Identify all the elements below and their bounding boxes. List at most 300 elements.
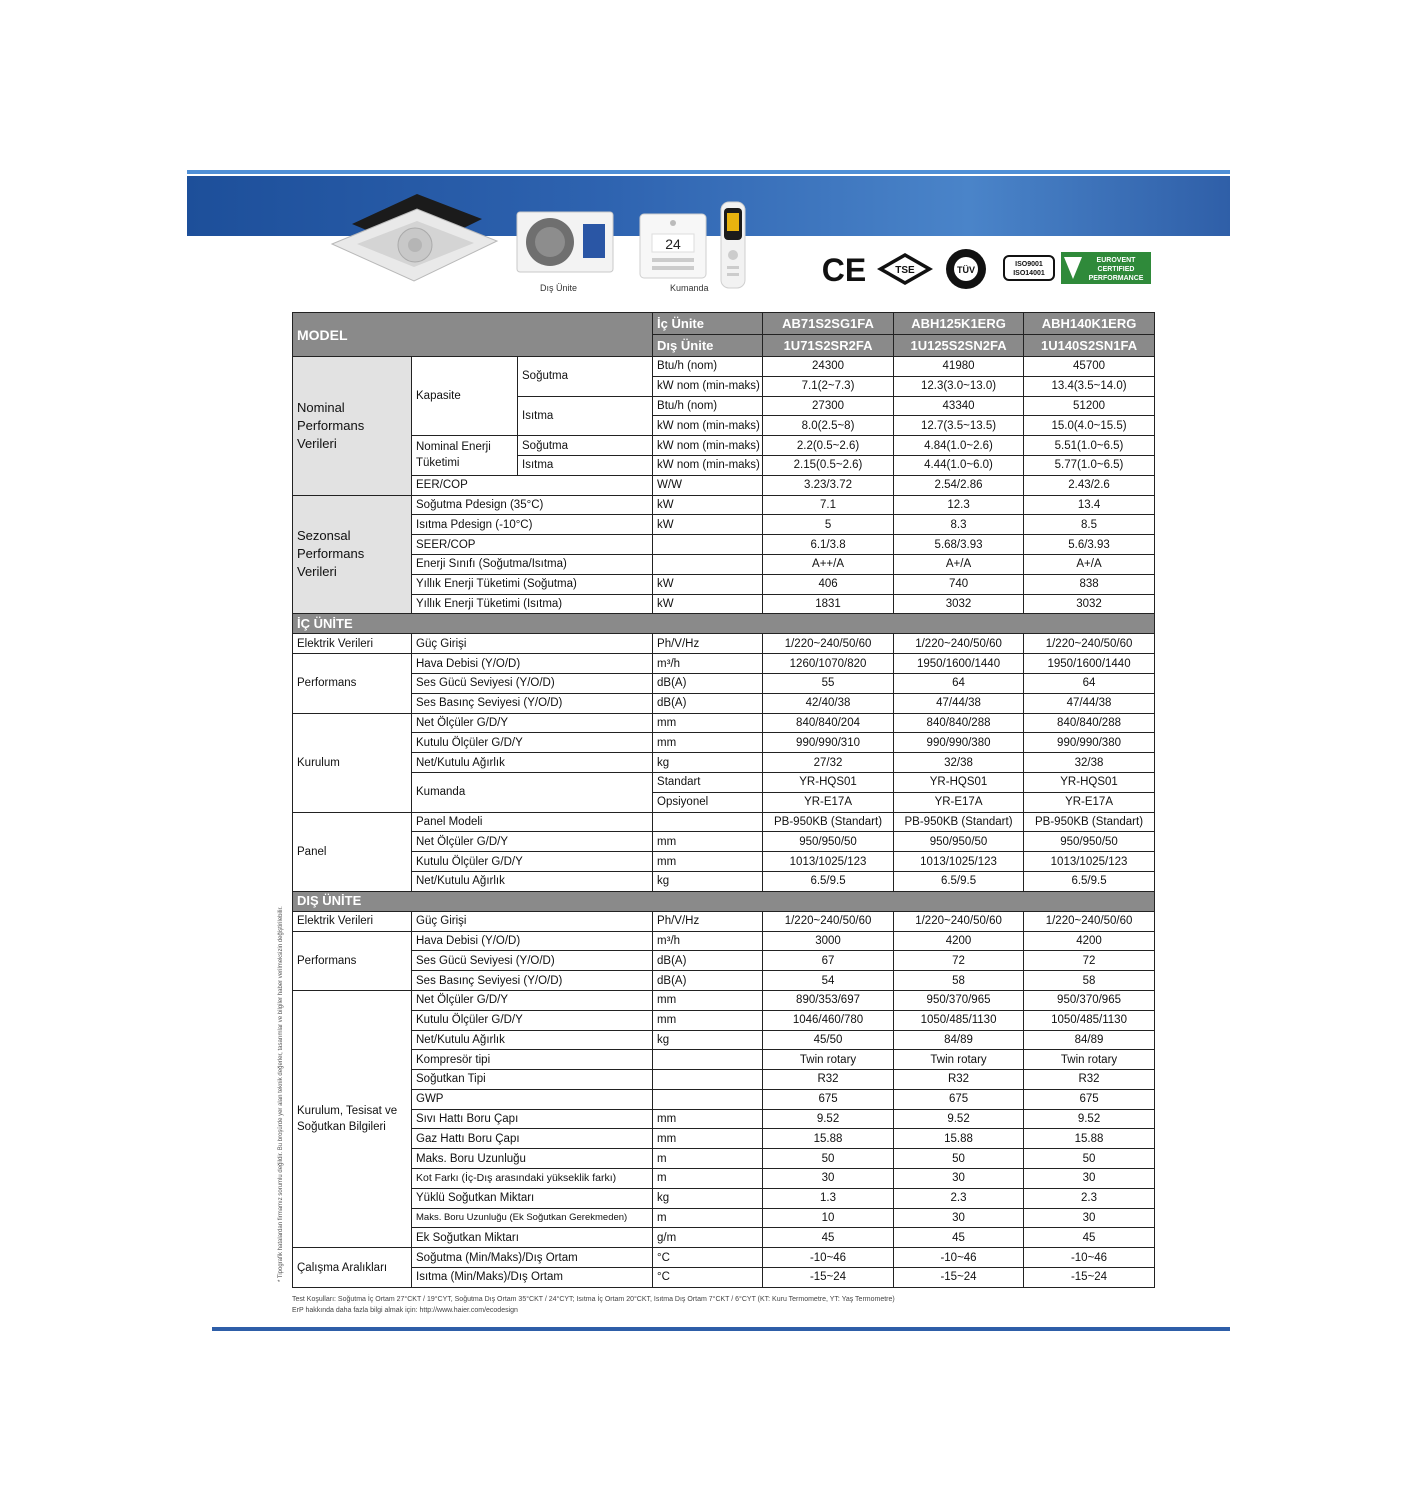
row-label: Güç Girişi [412,911,653,931]
value-cell: Twin rotary [894,1050,1024,1070]
row-label: Yıllık Enerji Tüketimi (Isıtma) [412,594,653,614]
unit-cell: Ph/V/Hz [653,634,763,654]
table-row [293,931,1155,951]
table-row [293,1248,1155,1268]
value-cell: 4.44(1.0~6.0) [894,455,1024,475]
isitma-label: Isıtma [518,396,653,436]
bottom-accent-line [212,1327,1230,1331]
row-label: Kutulu Ölçüler G/D/Y [412,1010,653,1030]
unit-cell: kW nom (min-maks) [653,436,763,456]
value-cell: 45 [894,1228,1024,1248]
row-label: Hava Debisi (Y/O/D) [412,931,653,951]
value-cell: 2.54/2.86 [894,475,1024,495]
value-cell: 51200 [1024,396,1155,416]
outdoor-unit-image [515,210,615,275]
value-cell: 15.88 [763,1129,894,1149]
row-label: Ses Basınç Seviyesi (Y/O/D) [412,693,653,713]
table-row [293,594,1155,614]
unit-cell: mm [653,832,763,852]
row-label: Soğutkan Tipi [412,1070,653,1090]
enerji-label: Nominal Enerji Tüketimi [412,436,518,476]
group-label: Performans [293,654,412,713]
value-cell: 5.68/3.93 [894,535,1024,555]
row-label: Ses Basınç Seviyesi (Y/O/D) [412,971,653,991]
unit-cell: Opsiyonel [653,792,763,812]
unit-cell: m³/h [653,654,763,674]
value-cell: 84/89 [1024,1030,1155,1050]
value-cell: 990/990/310 [763,733,894,753]
row-label: Ses Gücü Seviyesi (Y/O/D) [412,673,653,693]
group-label: Çalışma Aralıkları [293,1248,412,1288]
value-cell: 15.88 [894,1129,1024,1149]
group-label: Performans [293,931,412,990]
value-cell: 2.3 [894,1188,1024,1208]
value-cell: PB-950KB (Standart) [894,812,1024,832]
table-row [293,1109,1155,1129]
value-cell: 84/89 [894,1030,1024,1050]
table-row [293,733,1155,753]
unit-cell: Ph/V/Hz [653,911,763,931]
value-cell: 950/370/965 [1024,990,1155,1010]
unit-cell: kg [653,1188,763,1208]
value-cell: YR-HQS01 [763,772,894,792]
table-row [293,1070,1155,1090]
tuv-mark-text: TÜV [957,265,975,275]
outdoor-model-3: 1U140S2SN1FA [1024,335,1155,357]
value-cell: 5.6/3.93 [1024,535,1155,555]
value-cell: R32 [763,1070,894,1090]
indoor-model-1: AB71S2SG1FA [763,313,894,335]
footnote-erp-link: ErP hakkında daha fazla bilgi almak için: http://www.haier.com/ecodesign [292,1307,518,1314]
table-row [293,1010,1155,1030]
table-row [293,812,1155,832]
sogutma-label: Soğutma [518,436,653,456]
section-header-indoor [293,614,1155,634]
iso-mark-icon [1003,255,1055,281]
outdoor-unit-label: Dış Ünite [653,335,763,357]
value-cell: 950/950/50 [894,832,1024,852]
value-cell: 1013/1025/123 [1024,852,1155,872]
table-row [293,990,1155,1010]
value-cell: 6.1/3.8 [763,535,894,555]
value-cell: 55 [763,673,894,693]
value-cell: 1831 [763,594,894,614]
table-row [293,673,1155,693]
value-cell: 675 [763,1089,894,1109]
unit-cell: Standart [653,772,763,792]
row-label: Gaz Hattı Boru Çapı [412,1129,653,1149]
value-cell: 1013/1025/123 [763,852,894,872]
unit-cell: kW nom (min-maks) [653,455,763,475]
wired-controller-image [638,212,708,280]
value-cell: 27300 [763,396,894,416]
ce-mark-icon [822,251,866,287]
value-cell: 2.3 [1024,1188,1155,1208]
value-cell: 72 [894,951,1024,971]
value-cell: 8.3 [894,515,1024,535]
table-row [293,436,1155,456]
value-cell: 1/220~240/50/60 [763,634,894,654]
row-label: Kutulu Ölçüler G/D/Y [412,733,653,753]
value-cell: 5.51(1.0~6.5) [1024,436,1155,456]
row-label: Güç Girişi [412,634,653,654]
row-label: Net/Kutulu Ağırlık [412,753,653,773]
value-cell: -10~46 [894,1248,1024,1268]
row-label: EER/COP [412,475,653,495]
value-cell: 30 [1024,1169,1155,1189]
unit-cell: m [653,1169,763,1189]
value-cell: 7.1 [763,495,894,515]
model-label: MODEL [293,313,653,357]
row-label: Kot Farkı (İç-Dış arasındaki yükseklik farkı) [412,1169,653,1189]
seasonal-group-label: Sezonsal Performans Verileri [293,495,412,614]
value-cell: 9.52 [763,1109,894,1129]
row-label: Yıllık Enerji Tüketimi (Soğutma) [412,574,653,594]
nominal-group-label: Nominal Performans Verileri [293,357,412,496]
unit-cell: dB(A) [653,673,763,693]
table-row [293,535,1155,555]
row-label: Kompresör tipi [412,1050,653,1070]
value-cell: 3.23/3.72 [763,475,894,495]
value-cell: 72 [1024,951,1155,971]
table-row [293,357,1155,377]
value-cell: 50 [1024,1149,1155,1169]
value-cell: 47/44/38 [1024,693,1155,713]
table-row [293,693,1155,713]
unit-cell: kW nom (min-maks) [653,376,763,396]
iso-mark-text-2: ISO14001 [1013,270,1045,277]
value-cell: 45 [763,1228,894,1248]
unit-cell: dB(A) [653,693,763,713]
table-row [293,1030,1155,1050]
value-cell: 67 [763,951,894,971]
unit-cell: °C [653,1268,763,1288]
group-label: Kurulum, Tesisat ve Soğutkan Bilgileri [293,990,412,1247]
table-row [293,1208,1155,1228]
value-cell: 3032 [1024,594,1155,614]
eurovent-text-2: CERTIFIED [1097,266,1135,273]
group-label: Elektrik Verileri [293,634,412,654]
unit-cell: kW [653,574,763,594]
value-cell: 2.2(0.5~2.6) [763,436,894,456]
value-cell: 7.1(2~7.3) [763,376,894,396]
row-label: Kutulu Ölçüler G/D/Y [412,852,653,872]
value-cell: 1950/1600/1440 [1024,654,1155,674]
value-cell: 47/44/38 [894,693,1024,713]
row-label: Maks. Boru Uzunluğu [412,1149,653,1169]
unit-cell: m³/h [653,931,763,951]
group-label: Kurulum [293,713,412,812]
value-cell: 406 [763,574,894,594]
row-label: Enerji Sınıfı (Soğutma/Isıtma) [412,554,653,574]
unit-cell: kg [653,871,763,891]
value-cell: 950/950/50 [1024,832,1155,852]
value-cell: 1/220~240/50/60 [763,911,894,931]
unit-cell: mm [653,1109,763,1129]
value-cell: R32 [894,1070,1024,1090]
value-cell: 840/840/288 [1024,713,1155,733]
value-cell: 1950/1600/1440 [894,654,1024,674]
value-cell: 8.5 [1024,515,1155,535]
table-row [293,574,1155,594]
unit-cell: °C [653,1248,763,1268]
value-cell: 675 [1024,1089,1155,1109]
value-cell: 5 [763,515,894,535]
value-cell: 8.0(2.5~8) [763,416,894,436]
table-row [293,832,1155,852]
value-cell: 2.15(0.5~2.6) [763,455,894,475]
value-cell: 12.3(3.0~13.0) [894,376,1024,396]
table-row [293,1188,1155,1208]
value-cell: 32/38 [894,753,1024,773]
value-cell: 27/32 [763,753,894,773]
eurovent-mark-icon [1060,251,1152,285]
indoor-unit-label: İç Ünite [653,313,763,335]
value-cell: 30 [1024,1208,1155,1228]
value-cell: 5.77(1.0~6.5) [1024,455,1155,475]
value-cell: 2.43/2.6 [1024,475,1155,495]
value-cell: R32 [1024,1070,1155,1090]
value-cell: YR-HQS01 [894,772,1024,792]
indoor-section-title: İÇ ÜNİTE [293,614,1155,634]
indoor-model-2: ABH125K1ERG [894,313,1024,335]
value-cell: A++/A [763,554,894,574]
row-label: Net/Kutulu Ağırlık [412,1030,653,1050]
value-cell: 840/840/288 [894,713,1024,733]
unit-cell: dB(A) [653,971,763,991]
value-cell: 12.3 [894,495,1024,515]
value-cell: 42/40/38 [763,693,894,713]
unit-cell: m [653,1149,763,1169]
value-cell: 1046/460/780 [763,1010,894,1030]
tuv-mark-icon [945,248,987,290]
value-cell: 12.7(3.5~13.5) [894,416,1024,436]
unit-cell: Btu/h (nom) [653,396,763,416]
value-cell: PB-950KB (Standart) [763,812,894,832]
value-cell: PB-950KB (Standart) [1024,812,1155,832]
spec-table [292,312,1155,1288]
row-label: Ek Soğutkan Miktarı [412,1228,653,1248]
value-cell: 675 [894,1089,1024,1109]
value-cell: 1013/1025/123 [894,852,1024,872]
table-row [293,852,1155,872]
tse-mark-icon [875,251,935,287]
table-row [293,1149,1155,1169]
value-cell: 4200 [1024,931,1155,951]
value-cell: 4200 [894,931,1024,951]
table-row [293,475,1155,495]
value-cell: -10~46 [763,1248,894,1268]
table-row [293,1268,1155,1288]
side-disclaimer: * Tipografik hatalardan firmamız sorumlu değildir. Bu broşürde yer alan teknik değerler, tasarımlar ve bilgiler haber verilmeksizin değiştirilebilir. [278,906,284,1282]
unit-cell: W/W [653,475,763,495]
footnote-test-conditions: Test Koşulları: Soğutma İç Ortam 27°CKT / 19°CYT, Soğutma Dış Ortam 35°CKT / 24°CYT; Isıtma İç Ortam 20°CKT, Isıtma Dış Ortam 7°CKT / 6°CYT (KT: Kuru Termometre, YT: Yaş Termometre) [292,1296,895,1303]
value-cell: 6.5/9.5 [763,871,894,891]
value-cell: 1/220~240/50/60 [894,911,1024,931]
value-cell: 6.5/9.5 [894,871,1024,891]
section-header-outdoor [293,891,1155,911]
unit-cell [653,535,763,555]
value-cell: 840/840/204 [763,713,894,733]
value-cell: 45 [1024,1228,1155,1248]
row-label: Sıvı Hattı Boru Çapı [412,1109,653,1129]
value-cell: YR-E17A [763,792,894,812]
row-label: Isıtma (Min/Maks)/Dış Ortam [412,1268,653,1288]
table-row [293,554,1155,574]
value-cell: 13.4 [1024,495,1155,515]
table-row [293,1228,1155,1248]
table-row [293,495,1155,515]
value-cell: 990/990/380 [894,733,1024,753]
remote-control-image [718,200,748,290]
table-row [293,654,1155,674]
table-row [293,971,1155,991]
table-row [293,911,1155,931]
row-label: Panel Modeli [412,812,653,832]
controller-caption: Kumanda [670,283,709,293]
value-cell: 32/38 [1024,753,1155,773]
unit-cell: mm [653,990,763,1010]
value-cell: 6.5/9.5 [1024,871,1155,891]
unit-cell: g/m [653,1228,763,1248]
table-row [293,1169,1155,1189]
value-cell: 1.3 [763,1188,894,1208]
value-cell: 1050/485/1130 [894,1010,1024,1030]
kapasite-label: Kapasite [412,357,518,436]
unit-cell: kg [653,753,763,773]
table-row [293,1050,1155,1070]
row-label: SEER/COP [412,535,653,555]
value-cell: 838 [1024,574,1155,594]
value-cell: 58 [894,971,1024,991]
unit-cell: kW [653,495,763,515]
unit-cell [653,1070,763,1090]
table-row [293,871,1155,891]
outdoor-model-1: 1U71S2SR2FA [763,335,894,357]
unit-cell: dB(A) [653,951,763,971]
row-label: Net Ölçüler G/D/Y [412,713,653,733]
value-cell: 3000 [763,931,894,951]
value-cell: 1260/1070/820 [763,654,894,674]
unit-cell: mm [653,1010,763,1030]
outdoor-unit-caption: Dış Ünite [540,283,578,293]
controller-display-text: 24 [665,236,681,252]
footnotes [292,1294,895,1316]
ce-mark-text: CE [822,252,866,287]
value-cell: 740 [894,574,1024,594]
header-row-indoor [293,313,1155,335]
unit-cell: mm [653,733,763,753]
table-row [293,1129,1155,1149]
table-row [293,753,1155,773]
table-row [293,772,1155,792]
value-cell: 50 [763,1149,894,1169]
unit-cell [653,1089,763,1109]
value-cell: 950/370/965 [894,990,1024,1010]
value-cell: 54 [763,971,894,991]
value-cell: 950/950/50 [763,832,894,852]
row-label: Soğutma (Min/Maks)/Dış Ortam [412,1248,653,1268]
value-cell: 64 [894,673,1024,693]
value-cell: A+/A [894,554,1024,574]
value-cell: 41980 [894,357,1024,377]
eurovent-text-1: EUROVENT [1096,257,1136,264]
value-cell: 9.52 [1024,1109,1155,1129]
unit-cell: Btu/h (nom) [653,357,763,377]
value-cell: 58 [1024,971,1155,991]
value-cell: 990/990/380 [1024,733,1155,753]
value-cell: YR-HQS01 [1024,772,1155,792]
value-cell: 890/353/697 [763,990,894,1010]
value-cell: 4.84(1.0~2.6) [894,436,1024,456]
value-cell: 13.4(3.5~14.0) [1024,376,1155,396]
value-cell: 15.88 [1024,1129,1155,1149]
value-cell: 30 [763,1169,894,1189]
value-cell: 1050/485/1130 [1024,1010,1155,1030]
value-cell: 43340 [894,396,1024,416]
value-cell: 1/220~240/50/60 [1024,634,1155,654]
sogutma-label: Soğutma [518,357,653,397]
row-label: Yüklü Soğutkan Miktarı [412,1188,653,1208]
table-row [293,1089,1155,1109]
value-cell: 3032 [894,594,1024,614]
value-cell: A+/A [1024,554,1155,574]
value-cell: 45700 [1024,357,1155,377]
row-label: Hava Debisi (Y/O/D) [412,654,653,674]
unit-cell [653,554,763,574]
table-row [293,515,1155,535]
row-label: Isıtma Pdesign (-10°C) [412,515,653,535]
isitma-label: Isıtma [518,455,653,475]
row-label: Ses Gücü Seviyesi (Y/O/D) [412,951,653,971]
unit-cell: kg [653,1030,763,1050]
unit-cell: kW nom (min-maks) [653,416,763,436]
value-cell: -15~24 [894,1268,1024,1288]
value-cell: 1/220~240/50/60 [1024,911,1155,931]
unit-cell: mm [653,713,763,733]
value-cell: -15~24 [763,1268,894,1288]
tse-mark-text: TSE [895,265,915,276]
unit-cell: kW [653,594,763,614]
eurovent-text-3: PERFORMANCE [1088,275,1144,282]
value-cell: -10~46 [1024,1248,1155,1268]
top-accent-line [187,170,1230,174]
unit-cell [653,1050,763,1070]
value-cell: 24300 [763,357,894,377]
table-row [293,634,1155,654]
row-label: Soğutma Pdesign (35°C) [412,495,653,515]
iso-mark-text-1: ISO9001 [1015,261,1043,268]
kumanda-label: Kumanda [412,772,653,812]
table-row [293,713,1155,733]
value-cell: YR-E17A [894,792,1024,812]
group-label: Elektrik Verileri [293,911,412,931]
value-cell: 9.52 [894,1109,1024,1129]
value-cell: 10 [763,1208,894,1228]
value-cell: Twin rotary [763,1050,894,1070]
indoor-model-3: ABH140K1ERG [1024,313,1155,335]
value-cell: 30 [894,1208,1024,1228]
table-row [293,951,1155,971]
value-cell: 50 [894,1149,1024,1169]
value-cell: YR-E17A [1024,792,1155,812]
value-cell: 45/50 [763,1030,894,1050]
group-label: Panel [293,812,412,891]
value-cell: 64 [1024,673,1155,693]
outdoor-model-2: 1U125S2SN2FA [894,335,1024,357]
unit-cell [653,812,763,832]
row-label: Net Ölçüler G/D/Y [412,990,653,1010]
